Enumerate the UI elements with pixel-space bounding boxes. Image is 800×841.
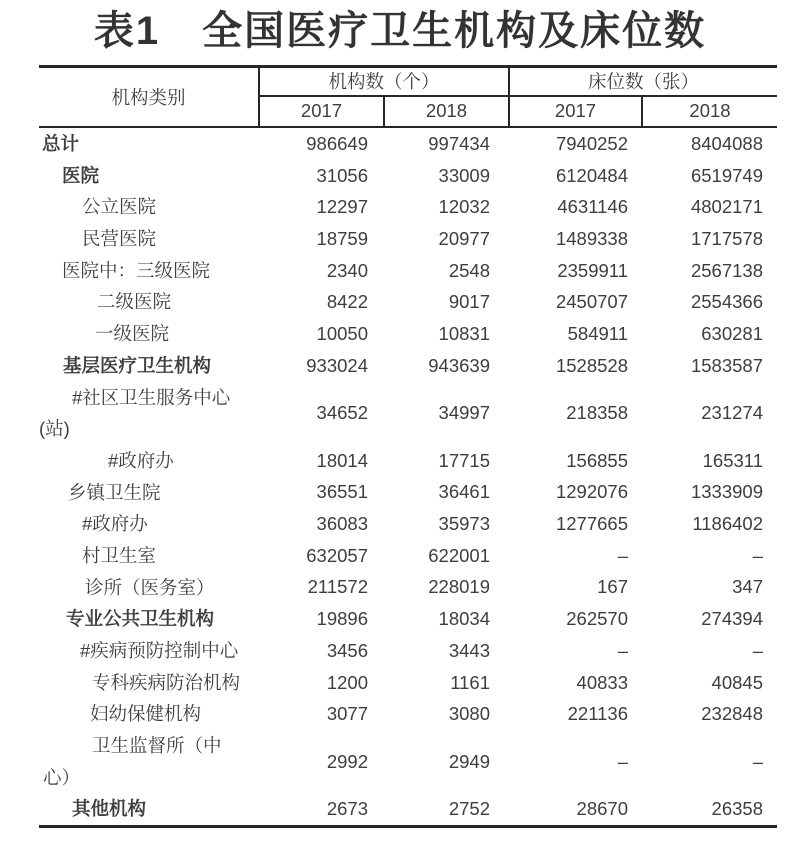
cell-value: 2359911 xyxy=(557,259,628,281)
cell-value: 33009 xyxy=(438,164,490,186)
cell-value: 1583587 xyxy=(690,354,763,376)
cell-value: 26358 xyxy=(711,798,763,820)
cell-value: 943639 xyxy=(428,354,490,376)
category-header-label: 机构类别 xyxy=(111,87,186,108)
cell-value: 2450707 xyxy=(555,291,628,313)
cell-value: 231274 xyxy=(701,402,763,424)
row-label: 一级医院 xyxy=(95,323,170,345)
year-header-institutions-2017: 2017 xyxy=(260,97,385,126)
cell-value: – xyxy=(617,639,628,661)
cell-value: 10831 xyxy=(438,322,490,344)
cell-value: 1528528 xyxy=(555,354,628,376)
cell-value: 36551 xyxy=(316,481,368,503)
table-row xyxy=(39,572,777,604)
cell-value: 156855 xyxy=(566,449,628,471)
table-row xyxy=(39,508,777,540)
cell-value: 211572 xyxy=(307,576,368,598)
table-row xyxy=(39,667,777,699)
cell-value: 347 xyxy=(732,576,763,598)
category-header-cell xyxy=(39,68,260,126)
row-label: 其他机构 xyxy=(72,798,147,820)
cell-value: 262570 xyxy=(566,608,628,630)
cell-value: – xyxy=(617,750,628,772)
cell-value: 10050 xyxy=(316,322,368,344)
cell-value: 622001 xyxy=(428,544,490,566)
row-label: #疾病预防控制中心 xyxy=(80,640,239,662)
cell-value: 2340 xyxy=(326,259,368,281)
group-header-row xyxy=(260,68,777,97)
cell-value: 2554366 xyxy=(690,291,763,313)
cell-value: 4631146 xyxy=(557,196,628,218)
cell-value: 40845 xyxy=(711,671,763,693)
cell-value: 36461 xyxy=(438,481,490,503)
row-label: 医院中：三级医院 xyxy=(62,259,211,281)
row-label: #政府办 xyxy=(108,449,174,471)
cell-value: 17715 xyxy=(438,449,490,471)
cell-value: 218358 xyxy=(566,402,628,424)
group-header-institutions: 机构数（个） xyxy=(260,68,510,95)
table-row xyxy=(39,255,777,287)
year-header-beds-2018: 2018 xyxy=(689,100,731,121)
table-row xyxy=(39,445,777,477)
row-label: 总计 xyxy=(42,133,80,154)
table-row xyxy=(39,160,777,192)
table-row xyxy=(39,793,777,825)
table-row xyxy=(39,128,777,160)
stats-table xyxy=(39,65,777,828)
row-label: 公立医院 xyxy=(82,196,157,218)
row-label: 诊所（医务室） xyxy=(85,576,215,598)
cell-value: 986649 xyxy=(306,132,368,154)
cell-value: 2949 xyxy=(448,750,490,772)
cell-value: 12032 xyxy=(438,196,490,218)
cell-value: 3077 xyxy=(326,703,368,725)
cell-value: 165311 xyxy=(702,449,763,471)
cell-value: 18759 xyxy=(316,227,368,249)
table-row xyxy=(39,477,777,509)
cell-value: 1186402 xyxy=(692,513,763,535)
row-label: 乡镇卫生院 xyxy=(68,481,161,503)
cell-value: – xyxy=(752,544,763,566)
cell-value: 34652 xyxy=(316,402,368,424)
cell-value: 6519749 xyxy=(690,164,763,186)
row-label: 专科疾病防治机构 xyxy=(92,671,241,693)
cell-value: 31056 xyxy=(316,164,368,186)
cell-value: 1277665 xyxy=(555,513,628,535)
cell-value: 8422 xyxy=(326,291,368,313)
cell-value: 2752 xyxy=(448,798,490,820)
cell-value: 2673 xyxy=(326,798,368,820)
cell-value: 1161 xyxy=(450,671,490,693)
table-row xyxy=(39,603,777,635)
cell-value: 584911 xyxy=(567,322,628,344)
row-label: 村卫生室 xyxy=(82,544,157,566)
cell-value: 18014 xyxy=(316,449,368,471)
cell-value: 18034 xyxy=(438,608,490,630)
cell-value: 36083 xyxy=(316,513,368,535)
cell-value: 1292076 xyxy=(555,481,628,503)
group-header-beds: 床位数（张） xyxy=(587,71,699,92)
cell-value: 8404088 xyxy=(690,132,763,154)
cell-value: 35973 xyxy=(438,513,490,535)
cell-value: 1489338 xyxy=(555,227,628,249)
cell-value: 1717578 xyxy=(690,227,763,249)
table-row xyxy=(39,350,777,382)
cell-value: 632057 xyxy=(306,544,368,566)
cell-value: 2567138 xyxy=(690,259,763,281)
cell-value: 28670 xyxy=(576,798,628,820)
year-header-institutions-2018: 2018 xyxy=(385,97,510,126)
table-row xyxy=(39,540,777,572)
year-header-beds-2017: 2017 xyxy=(510,97,643,126)
table-row xyxy=(39,635,777,667)
table-row xyxy=(39,698,777,730)
cell-value: 228019 xyxy=(428,576,490,598)
cell-value: 4802171 xyxy=(690,196,763,218)
table-row xyxy=(39,191,777,223)
cell-value: 7940252 xyxy=(555,132,628,154)
row-label: 二级医院 xyxy=(97,291,172,313)
cell-value: 274394 xyxy=(701,608,763,630)
cell-value: 12297 xyxy=(316,196,368,218)
cell-value: 40833 xyxy=(576,671,628,693)
table-row xyxy=(39,223,777,255)
cell-value: 19896 xyxy=(316,608,368,630)
cell-value: 167 xyxy=(597,576,628,598)
row-label: #社区卫生服务中心 (站) xyxy=(39,386,231,440)
cell-value: 1333909 xyxy=(690,481,763,503)
cell-value: 6120484 xyxy=(555,164,628,186)
cell-value: 9017 xyxy=(448,291,490,313)
cell-value: 34997 xyxy=(438,402,490,424)
table-title: 表1 全国医疗卫生机构及床位数 xyxy=(93,9,707,53)
cell-value: 2548 xyxy=(448,259,490,281)
year-header-row xyxy=(260,97,777,126)
row-label: 专业公共卫生机构 xyxy=(66,608,215,630)
table-row xyxy=(39,730,777,793)
cell-value: 3080 xyxy=(448,703,490,725)
cell-value: 20977 xyxy=(438,227,490,249)
row-label: 妇幼保健机构 xyxy=(90,703,202,725)
row-label: 卫生监督所（中 心） xyxy=(43,735,222,788)
table-row xyxy=(39,318,777,350)
cell-value: 3456 xyxy=(326,639,368,661)
table-row xyxy=(39,382,777,445)
cell-value: 232848 xyxy=(701,703,763,725)
table-row xyxy=(39,286,777,318)
row-label: 医院 xyxy=(62,164,100,186)
cell-value: – xyxy=(752,750,763,772)
cell-value: – xyxy=(752,639,763,661)
cell-value: 933024 xyxy=(306,354,368,376)
table-body xyxy=(39,128,777,825)
cell-value: – xyxy=(617,544,628,566)
row-label: 基层医疗卫生机构 xyxy=(63,354,212,376)
cell-value: 1200 xyxy=(326,671,368,693)
cell-value: 2992 xyxy=(326,750,368,772)
cell-value: 630281 xyxy=(701,322,763,344)
cell-value: 3443 xyxy=(448,639,490,661)
cell-value: 997434 xyxy=(428,132,490,154)
table-header xyxy=(39,68,777,128)
header-right-block xyxy=(260,68,777,126)
row-label: 民营医院 xyxy=(82,228,157,250)
cell-value: 221136 xyxy=(567,703,628,725)
row-label: #政府办 xyxy=(82,513,148,535)
